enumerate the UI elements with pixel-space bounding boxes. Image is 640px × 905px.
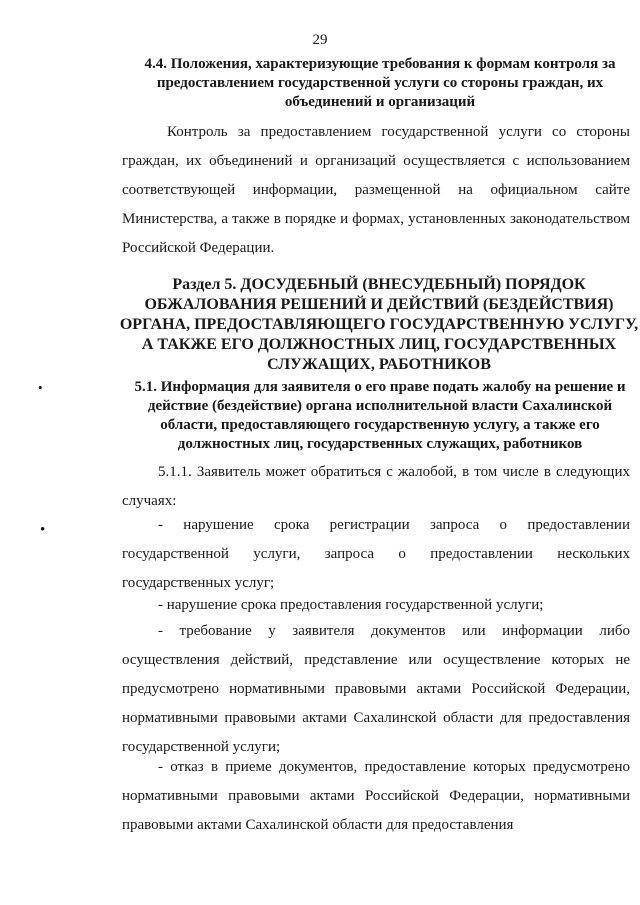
heading-4-4: 4.4. Положения, характеризующие требования к формам контроля за предоставлением государственной услуги со стороны граждан, их объединений и организаций xyxy=(144,56,616,110)
margin-mark: • xyxy=(38,380,43,395)
list-item: - требование у заявителя документов или информации либо осуществления действий, представление или осуществление которых не предусмотрено нормативными правовыми актами Российской Федерации, нормативными правовыми актами Сахалинской области для предоставления государственной услуги; xyxy=(122,623,630,755)
section-5-title: Раздел 5. ДОСУДЕБНЫЙ (ВНЕСУДЕБНЫЙ) ПОРЯДОК ОБЖАЛОВАНИЯ РЕШЕНИЙ И ДЕЙСТВИЙ (БЕЗДЕЙСТВИЯ) ОРГАНА, ПРЕДОСТАВЛЯЮЩЕГО ГОСУДАРСТВЕННУЮ УСЛУГУ, А ТАКЖЕ ЕГО ДОЛЖНОСТНЫХ ЛИЦ, ГОСУДАРСТВЕННЫХ СЛУЖАЩИХ, РАБОТНИКОВ xyxy=(119,276,639,373)
margin-mark: • xyxy=(40,522,46,538)
list-item: - нарушение срока предоставления государственной услуги; xyxy=(158,597,544,613)
list-item: - отказ в приеме документов, предоставление которых предусмотрено нормативными правовыми актами Российской Федерации, нормативными правовыми актами Сахалинской области для предоставления xyxy=(122,759,630,833)
heading-5-1: 5.1. Информация для заявителя о его праве подать жалобу на решение и действие (бездействие) органа исполнительной власти Сахалинской области, предоставляющего государственную услугу, а также его должностных лиц, государственных служащих, работников xyxy=(134,379,626,452)
page-number: 29 xyxy=(312,32,328,48)
paragraph-5-1-1: 5.1.1. Заявитель может обратиться с жалобой, в том числе в следующих случаях: xyxy=(122,464,630,509)
paragraph-control: Контроль за предоставлением государственной услуги со стороны граждан, их объединений и организаций осуществляется с использованием соответствующей информации, размещенной на официальном сайте Министерства, а также в порядке и формах, установленных законодательством Российской Федерации. xyxy=(122,124,630,256)
list-item: - нарушение срока регистрации запроса о предоставлении государственной услуги, запроса о предоставлении нескольких государственных услуг; xyxy=(122,517,630,591)
